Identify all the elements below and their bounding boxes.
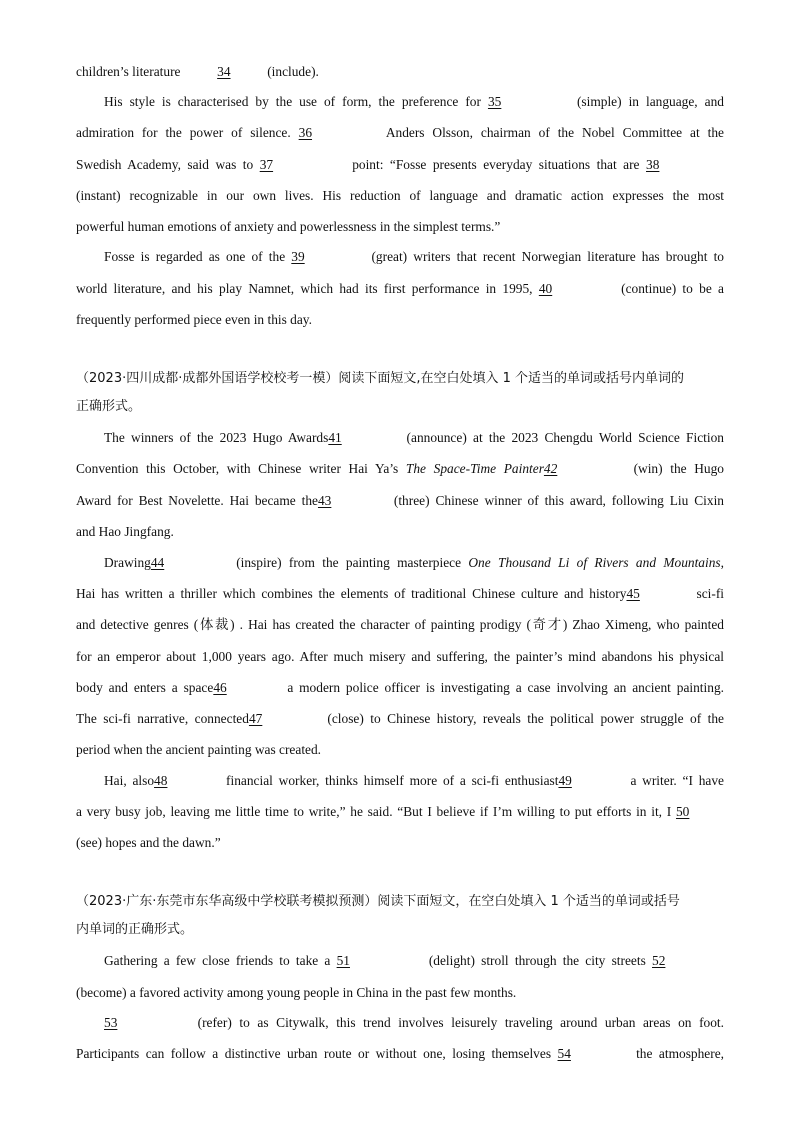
text-span: (close) to Chinese history, reveals the political power struggle of the: [327, 711, 724, 726]
text-span: a modern police officer is investigating a case involving an ancient painting.: [287, 680, 724, 695]
text-span: Swedish Academy, said was to: [76, 157, 254, 172]
text-span: His style is characterised by the use of form, the preference for: [104, 94, 481, 109]
text-span: frequently performed piece even in this day.: [76, 312, 312, 327]
answer-blank-46[interactable]: 46: [213, 680, 227, 695]
text-span: world literature, and his play Namnet, which had its first performance in 1995,: [76, 281, 533, 296]
text-span: (three) Chinese winner of this award, following Liu Cixin: [393, 493, 725, 508]
text-line: [76, 124, 724, 142]
text-span: The winners of the 2023 Hugo Awards: [104, 430, 329, 445]
text-line: [76, 834, 724, 852]
text-span: (instant) recognizable in our own lives. His reduction of language and dramatic action expresses the most: [76, 188, 724, 203]
text-span: Fosse is regarded as one of the: [104, 249, 286, 264]
text-line: [76, 984, 724, 1002]
text-span: (simple) in language, and: [576, 94, 724, 109]
text-line: [76, 311, 724, 329]
text-line: [104, 429, 724, 447]
text-span: (delight) stroll through the city streets: [428, 953, 646, 968]
text-span: (win) the Hugo: [633, 461, 724, 476]
answer-blank-37[interactable]: 37: [259, 157, 274, 172]
text-span: (see) hopes and the dawn.”: [76, 835, 221, 850]
text-span: and detective genres (体裁) . Hai has created the character of painting prodigy (奇才) Zhao Ximeng, who painted: [76, 617, 724, 632]
text-line: [76, 460, 724, 478]
answer-blank-36[interactable]: 36: [298, 125, 313, 140]
text-span: Award for Best Novelette. Hai became the: [76, 493, 318, 508]
answer-blank-35[interactable]: 35: [487, 94, 502, 109]
text-line: [104, 1014, 724, 1032]
text-span: (become) a favored activity among young people in China in the past few months.: [76, 985, 517, 1000]
text-line: [76, 741, 724, 759]
text-span: (continue) to be a: [621, 281, 724, 296]
text-line: [76, 679, 724, 697]
answer-blank-43[interactable]: 43: [317, 493, 332, 508]
section-header: [76, 398, 724, 416]
text-span: the atmosphere,: [636, 1046, 724, 1061]
text-span: point: “Fosse presents everyday situations that are: [352, 157, 640, 172]
text-span: a writer. “I have: [630, 773, 724, 788]
answer-blank-49[interactable]: 49: [558, 773, 572, 788]
text-line: [76, 156, 724, 174]
text-line: [76, 1045, 724, 1063]
answer-blank-52[interactable]: 52: [652, 953, 666, 968]
text-line: [76, 187, 724, 205]
answer-blank-48[interactable]: 48: [154, 773, 168, 788]
text-span: Participants can follow a distinctive urban route or without one, losing themselves: [76, 1046, 552, 1061]
answer-blank-54[interactable]: 54: [557, 1046, 571, 1061]
text-span: a very busy job, leaving me little time to write,” he said. “But I believe if I’m willing to put efforts in it, I: [76, 804, 672, 819]
text-line: [76, 63, 724, 81]
section-header: [76, 370, 724, 388]
text-line: [76, 492, 724, 510]
text-span: sci-fi: [696, 586, 724, 601]
text-line: [76, 280, 724, 298]
text-line: [104, 554, 724, 572]
text-span: financial worker, thinks himself more of a sci-fi enthusiast: [226, 773, 559, 788]
text-span: Convention this October, with Chinese writer Hai Ya’s: [76, 461, 399, 476]
text-span: Drawing: [104, 555, 151, 570]
text-line: [76, 648, 724, 666]
text-line: [104, 93, 724, 111]
text-line: [76, 218, 724, 236]
answer-blank-40[interactable]: 40: [538, 281, 553, 296]
answer-blank-51[interactable]: 51: [336, 953, 350, 968]
text-line: [76, 803, 724, 821]
text-span: powerful human emotions of anxiety and powerlessness in the simplest terms.”: [76, 219, 501, 234]
section-header: [76, 893, 724, 911]
text-span: body and enters a space: [76, 680, 214, 695]
text-span: Hai has written a thriller which combines the elements of traditional Chinese culture and history: [76, 586, 627, 601]
text-span: ,: [720, 555, 724, 570]
answer-blank-38[interactable]: 38: [646, 157, 660, 172]
text-span: (inspire) from the painting masterpiece: [236, 555, 462, 570]
answer-blank-45[interactable]: 45: [626, 586, 640, 601]
text-span: (include).: [267, 64, 319, 79]
answer-blank-41[interactable]: 41: [328, 430, 342, 445]
text-line: [104, 952, 724, 970]
text-span: children’s literature: [76, 64, 181, 79]
answer-blank-47[interactable]: 47: [248, 711, 263, 726]
text-span: and Hao Jingfang.: [76, 524, 174, 539]
text-span: Gathering a few close friends to take a: [104, 953, 331, 968]
book-title: The Space-Time Painter: [405, 461, 544, 476]
answer-blank-34[interactable]: 34: [217, 64, 231, 79]
section-header: [76, 921, 724, 939]
text-line: [76, 710, 724, 728]
text-line: [104, 772, 724, 790]
text-span: Anders Olsson, chairman of the Nobel Committee at the: [385, 125, 724, 140]
text-line: [76, 523, 724, 541]
text-span: The sci-fi narrative, connected: [76, 711, 249, 726]
text-span: (great) writers that recent Norwegian literature has brought to: [371, 249, 724, 264]
text-line: [76, 585, 724, 603]
answer-blank-44[interactable]: 44: [150, 555, 165, 570]
painting-title: One Thousand Li of Rivers and Mountains: [468, 555, 721, 570]
section-header-text: 正确形式。: [76, 399, 142, 414]
text-line: [104, 248, 724, 266]
answer-blank-53[interactable]: 53: [104, 1015, 118, 1030]
answer-blank-42[interactable]: 42: [543, 461, 558, 476]
answer-blank-39[interactable]: 39: [291, 249, 305, 264]
text-line: [76, 616, 724, 634]
section-header-text: （2023·广东·东莞市东华高级中学校联考模拟预测）阅读下面短文，在空白处填入 1 个适当的单词或括号: [76, 894, 680, 909]
section-header-text: 内单词的正确形式。: [76, 922, 194, 937]
section-header-text: （2023·四川成都·成都外国语学校校考一模）阅读下面短文,在空白处填入 1 个适当的单词或括号内单词的: [76, 371, 685, 386]
text-span: period when the ancient painting was created.: [76, 742, 322, 757]
text-span: (refer) to as Citywalk, this trend involves leisurely traveling around urban areas on foot.: [197, 1015, 724, 1030]
text-span: admiration for the power of silence.: [76, 125, 291, 140]
text-span: for an emperor about 1,000 years ago. After much misery and suffering, the painter’s mind abandons his physical: [76, 649, 724, 664]
text-span: Hai, also: [104, 773, 155, 788]
text-span: (announce) at the 2023 Chengdu World Science Fiction: [406, 430, 724, 445]
answer-blank-50[interactable]: 50: [675, 804, 690, 819]
